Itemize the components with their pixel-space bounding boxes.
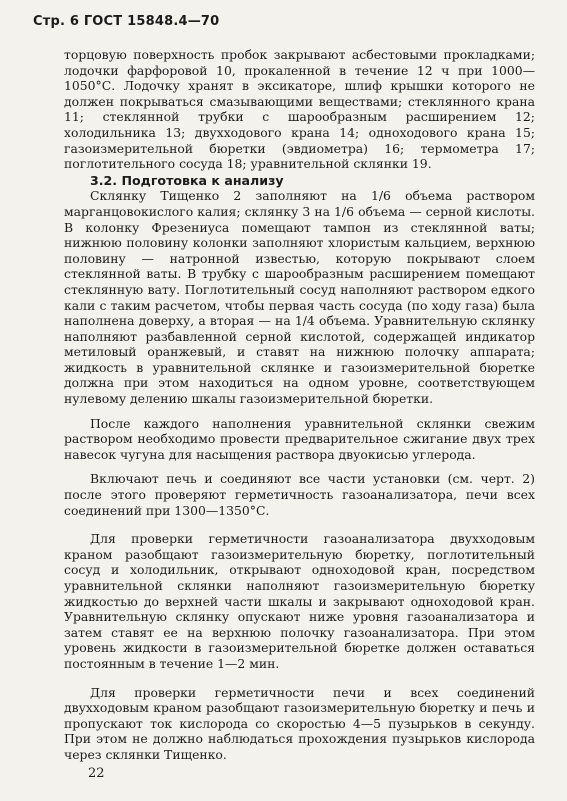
page-number: 22 (88, 766, 105, 781)
page-header: Стр. 6 ГОСТ 15848.4—70 (33, 14, 220, 29)
paragraph-gas-analyzer-check: Для проверки герметичности газоанализатора двухходовым краном разобщают газоизмерительную бюретку, поглотительный сосуд и холодильник, открывают одноходовой кран, посредством уравнительной склянки наполняют газоизмерительную бюретку жидкостью до верхней части шкалы и закрывают одноходовой кран. Уравнительную склянку опускают ниже уровня газоанализатора и затем ставят ее на верхнюю полочку газоанализатора. При этом уровень жидкости в газоизмерительной бюретке должен оставаться постоянным в течение 1—2 мин. (64, 531, 535, 671)
document-body (64, 47, 535, 763)
paragraph-refill: После каждого наполнения уравнительной склянки свежим раствором необходимо провести предварительное сжигание двух трех навесок чугуна для насыщения раствора двуокисью углерода. (64, 415, 535, 462)
paragraph-furnace-check: Для проверки герметичности печи и всех соединений двухходовым краном разобщают газоизмерительную бюретку и печь и пропускают ток кислорода со скоростью 4—5 пузырьков в секунду. При этом не должно наблюдаться прохождения пузырьков кислорода через склянки Тищенко. (64, 684, 535, 762)
section-heading (64, 173, 535, 189)
paragraph-preparation: Склянку Тищенко 2 заполняют на 1/6 объема раствором марганцовокислого калия; склянку 3 на 1/6 объема — серной кислоты. В колонку Фрезениуса помещают тампон из стеклянной ваты; нижнюю половину колонки заполняют хлористым кальцием, верхнюю половину — натронной известью, которую покрывают слоем стеклянной ваты. В трубку с шарообразным расширением помещают стеклянную вату. Поглотительный сосуд наполняют раствором едкого кали с таким расчетом, чтобы первая часть сосуда (по ходу газа) была наполнена доверху, а вторая — на 1/4 объема. Уравнительную склянку наполняют разбавленной серной кислотой, содержащей индикатор метиловый оранжевый, и ставят на нижнюю полочку аппарата; жидкость в уравнительной склянке и газоизмерительной бюретке должна при этом находиться на одном уровне, соответствующем нулевому делению шкалы газоизмерительной бюретки. (64, 188, 535, 407)
section-title: 3.2. Подготовка к анализу (90, 172, 284, 188)
paragraph-furnace: Включают печь и соединяют все части установки (см. черт. 2) после этого проверяют герметичность газоанализатора, печи всех соединений при 1300—1350°С. (64, 471, 535, 518)
paragraph-continuation: торцовую поверхность пробок закрывают асбестовыми прокладками; лодочки фарфоровой 10, прокаленной в течение 12 ч при 1000—1050°С. Лодочку хранят в эксикаторе, шлиф крышки которого не должен покрываться смазывающими веществами; стеклянного крана 11; стеклянной трубки с шарообразным расширением 12; холодильника 13; двухходового крана 14; одноходового крана 15; газоизмерительной бюретки (эвдиометра) 16; термометра 17; поглотительного сосуда 18; уравнительной склянки 19. (64, 47, 535, 172)
